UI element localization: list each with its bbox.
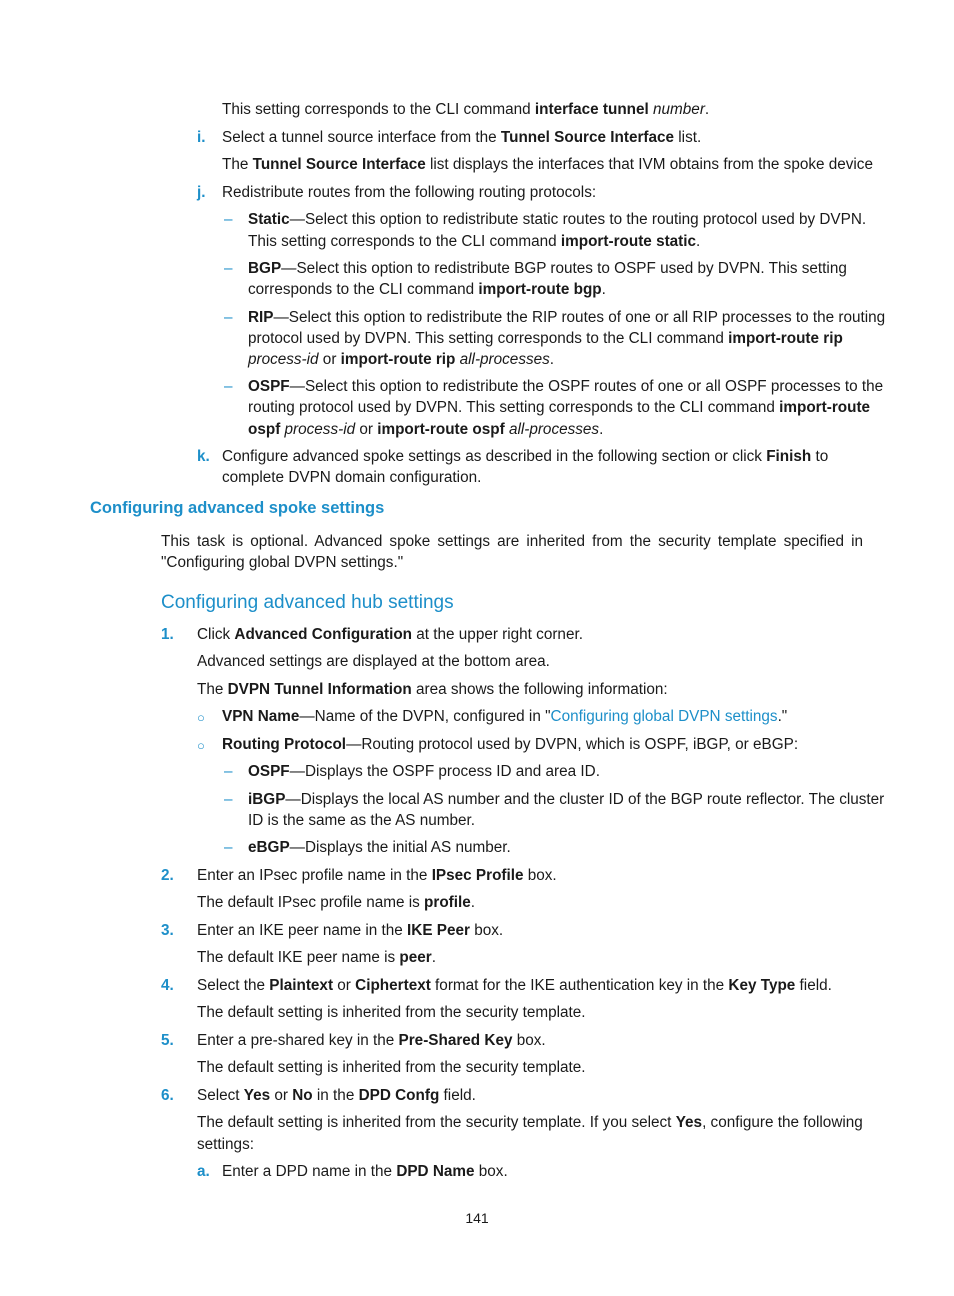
step-marker-6: 6. — [161, 1087, 174, 1104]
step-6-note-line1: The default setting is inherited from the security template. If you select Yes, configure the following — [197, 1114, 863, 1131]
routing-protocol-item: Routing Protocol—Routing protocol used by DVPN, which is OSPF, iBGP, or eBGP: — [222, 736, 799, 753]
step-k-line2: complete DVPN domain configuration. — [222, 469, 482, 486]
step-j-text: Redistribute routes from the following routing protocols: — [222, 184, 597, 201]
step-1-text: Click Advanced Configuration at the upper right corner. — [197, 626, 583, 643]
ospf-option-line1: OSPF—Select this option to redistribute the OSPF routes of one or all OSPF processes to the — [248, 378, 884, 395]
ibgp-info-line1: iBGP—Displays the local AS number and the cluster ID of the BGP route reflector. The cluster — [248, 791, 885, 808]
step-1-note: Advanced settings are displayed at the bottom area. — [197, 653, 550, 670]
link-configuring-global-dvpn-settings[interactable]: Configuring global DVPN settings — [550, 708, 778, 725]
step-5-text: Enter a pre-shared key in the Pre-Shared Key box. — [197, 1032, 546, 1049]
vpn-name-item: VPN Name—Name of the DVPN, configured in "Configuring global DVPN settings." — [222, 708, 788, 725]
ospf-option-line2: routing protocol used by DVPN. This setting corresponds to the CLI command import-route — [248, 399, 871, 416]
ebgp-info-item: eBGP—Displays the initial AS number. — [248, 839, 511, 856]
step-marker-4: 4. — [161, 977, 174, 994]
step-marker-j: j. — [197, 184, 206, 201]
step-i-text: Select a tunnel source interface from the Tunnel Source Interface list. — [222, 129, 702, 146]
step-marker-3: 3. — [161, 922, 174, 939]
section-heading-spoke: Configuring advanced spoke settings — [90, 499, 385, 517]
bgp-option-line1: BGP—Select this option to redistribute BGP routes to OSPF used by DVPN. This setting — [248, 260, 847, 277]
step-marker-i: i. — [197, 129, 206, 146]
section-heading-hub: Configuring advanced hub settings — [161, 592, 454, 613]
dash-bullet: – — [224, 763, 233, 780]
step-6-text: Select Yes or No in the DPD Confg field. — [197, 1087, 476, 1104]
ospf-option-line3: ospf process-id or import-route ospf all-processes. — [248, 421, 604, 438]
step-3-note: The default IKE peer name is peer. — [197, 949, 436, 966]
static-option-line2: This setting corresponds to the CLI command import-route static. — [248, 233, 701, 250]
step-5-note: The default setting is inherited from the security template. — [197, 1059, 586, 1076]
cli-note-interface-tunnel: This setting corresponds to the CLI command interface tunnel number. — [222, 101, 710, 118]
step-4-text: Select the Plaintext or Ciphertext format for the IKE authentication key in the Key Type field. — [197, 977, 832, 994]
spoke-para-line2: "Configuring global DVPN settings." — [161, 554, 404, 571]
dash-bullet: – — [224, 839, 233, 856]
bgp-option-line2: corresponds to the CLI command import-route bgp. — [248, 281, 606, 298]
step-4-note: The default setting is inherited from the security template. — [197, 1004, 586, 1021]
dash-bullet: – — [224, 309, 233, 326]
dash-bullet: – — [224, 211, 233, 228]
ibgp-info-line2: ID is the same as the AS number. — [248, 812, 476, 829]
step-marker-k: k. — [197, 448, 210, 465]
dash-bullet: – — [224, 378, 233, 395]
step-marker-5: 5. — [161, 1032, 174, 1049]
page-number: 141 — [465, 1210, 489, 1226]
circle-bullet: ○ — [197, 710, 205, 725]
step-1-info: The DVPN Tunnel Information area shows the following information: — [197, 681, 668, 698]
dash-bullet: – — [224, 260, 233, 277]
rip-option-line3: process-id or import-route rip all-processes. — [248, 351, 555, 368]
step-i-note: The Tunnel Source Interface list displays the interfaces that IVM obtains from the spoke device — [222, 156, 873, 173]
step-2-text: Enter an IPsec profile name in the IPsec Profile box. — [197, 867, 557, 884]
step-2-note: The default IPsec profile name is profile. — [197, 894, 476, 911]
spoke-para-line1: This task is optional. Advanced spoke settings are inherited from the security template specified in — [161, 533, 863, 550]
step-3-text: Enter an IKE peer name in the IKE Peer box. — [197, 922, 504, 939]
step-6-note-line2: settings: — [197, 1136, 254, 1153]
step-marker-2: 2. — [161, 867, 174, 884]
step-k-line1: Configure advanced spoke settings as described in the following section or click Finish to — [222, 448, 829, 465]
static-option-line1: Static—Select this option to redistribute static routes to the routing protocol used by DVPN. — [248, 211, 867, 228]
step-marker-1: 1. — [161, 626, 174, 643]
rip-option-line2: protocol used by DVPN. This setting corresponds to the CLI command import-route rip — [248, 330, 843, 347]
rip-option-line1: RIP—Select this option to redistribute the RIP routes of one or all RIP processes to the routing — [248, 309, 886, 326]
step-marker-6a: a. — [197, 1163, 210, 1180]
step-6a-text: Enter a DPD name in the DPD Name box. — [222, 1163, 508, 1180]
ospf-info-item: OSPF—Displays the OSPF process ID and area ID. — [248, 763, 600, 780]
dash-bullet: – — [224, 791, 233, 808]
circle-bullet: ○ — [197, 738, 205, 753]
